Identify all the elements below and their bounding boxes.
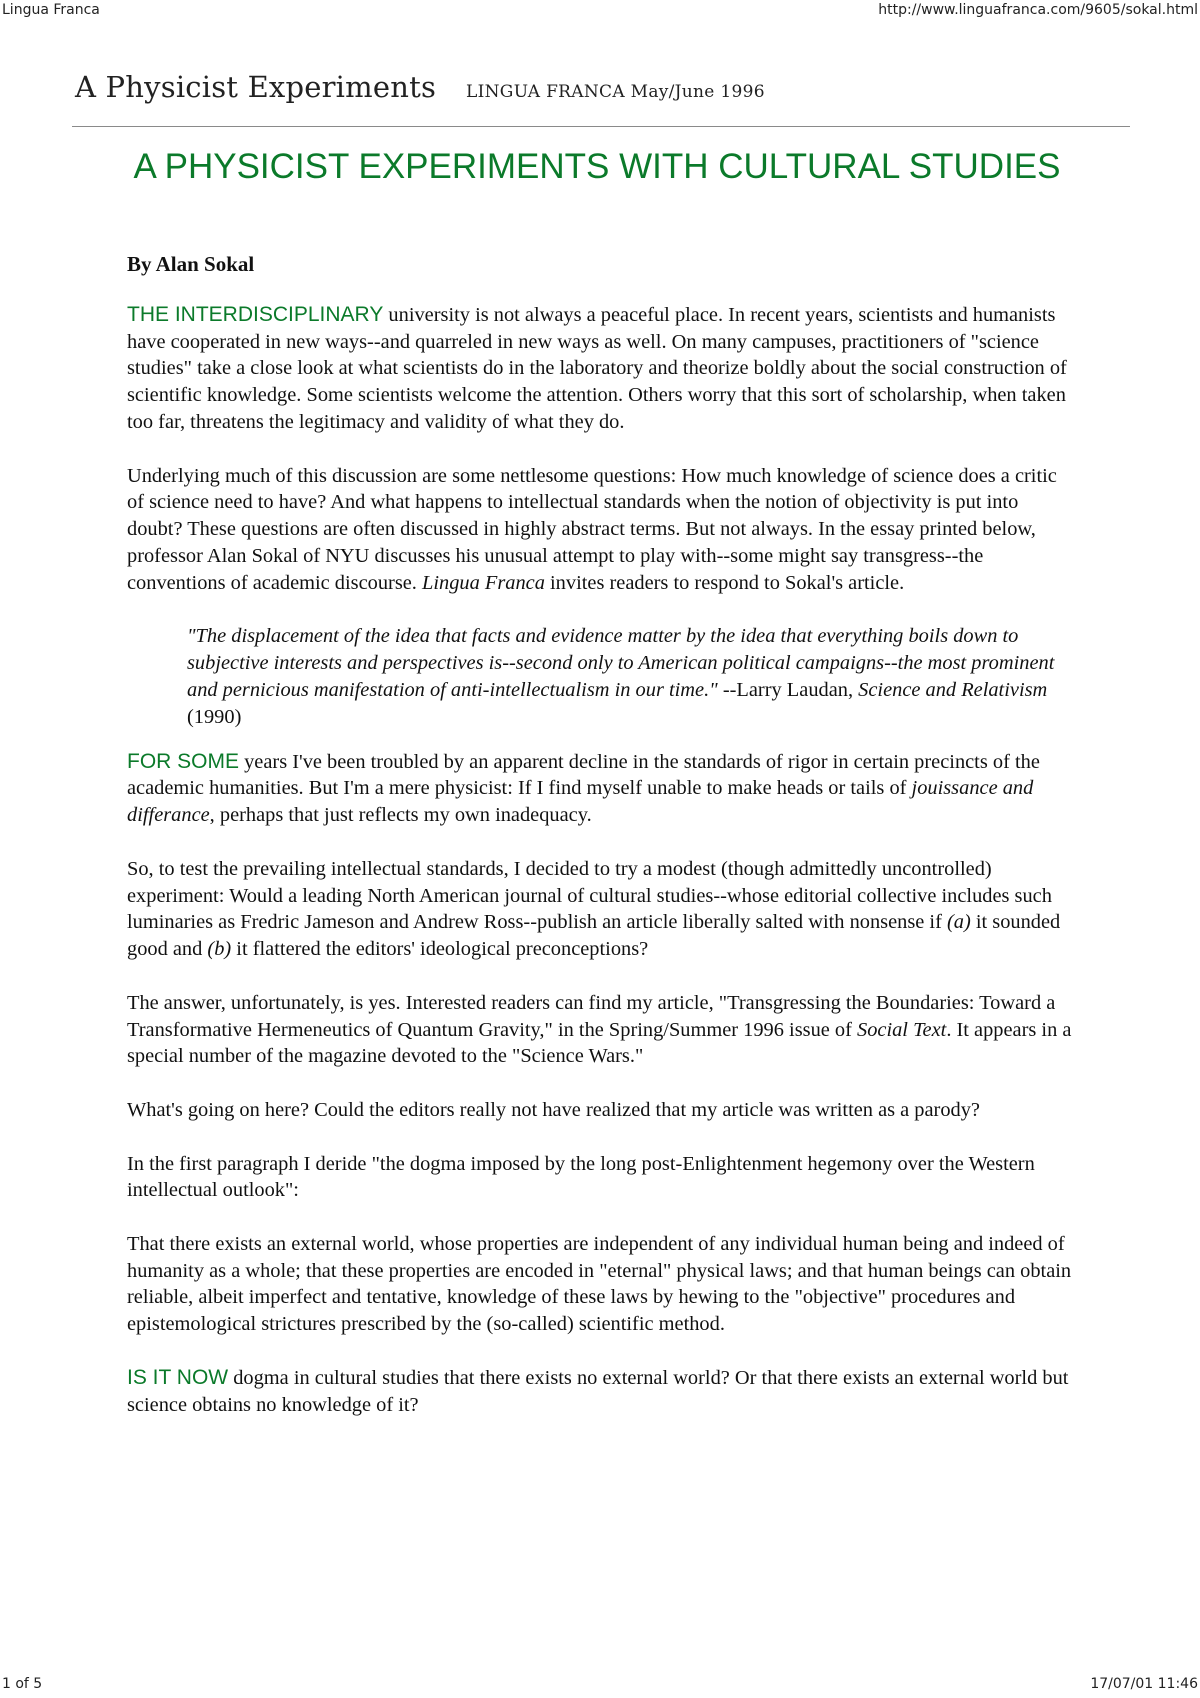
lead-in: IS IT NOW bbox=[127, 1365, 229, 1389]
masthead-issue: LINGUA FRANCA May/June 1996 bbox=[466, 82, 765, 102]
paragraph-text: Underlying much of this discussion are some nettlesome questions: How much knowledge of science does a critic of science need to have? And what happens to intellectual standards when the notion of objectivity is put into doubt? These questions are often discussed in highly abstract terms. But not always. In the essay printed below, professor Alan Sokal of NYU discusses his unusual attempt to play with--some might say transgress--the conventions of academic discourse. bbox=[127, 464, 1057, 594]
body-paragraph: That there exists an external world, whose properties are independent of any individual human being and indeed of humanity as a whole; that these properties are encoded in "eternal" physical laws; and that human beings can obtain reliable, albeit imperfect and tentative, knowledge of these laws by hewing to the "objective" procedures and epistemological strictures prescribed by the (so-called) scientific method. bbox=[127, 1232, 1072, 1336]
header-rule bbox=[72, 126, 1130, 127]
lead-in: FOR SOME bbox=[127, 749, 240, 773]
paragraph-text: it flattered the editors' ideological preconceptions? bbox=[231, 938, 649, 961]
italic-text: jouissance and differance bbox=[127, 777, 1034, 827]
print-url[interactable]: http://www.linguafranca.com/9605/sokal.html bbox=[878, 2, 1198, 18]
masthead-title: A Physicist Experiments bbox=[75, 70, 437, 104]
body-paragraph bbox=[127, 1365, 1077, 1419]
masthead bbox=[75, 70, 765, 104]
paragraph-text: years I've been troubled by an apparent decline in the standards of rigor in certain precincts of the academic humanities. But I'm a mere physicist: If I find myself unable to make heads or tails of bbox=[127, 750, 1040, 800]
italic-text: Lingua Franca bbox=[422, 571, 545, 594]
quote-year: (1990) bbox=[187, 705, 242, 728]
paragraph-text: invites readers to respond to Sokal's article. bbox=[544, 571, 905, 594]
paragraph-text: . It appears in a special number of the magazine devoted to the "Science Wars." bbox=[127, 1018, 1072, 1068]
italic-text: Social Text bbox=[857, 1018, 947, 1041]
italic-text: (b) bbox=[207, 938, 232, 961]
article-body bbox=[127, 251, 1077, 1445]
page-number: 1 of 5 bbox=[2, 1676, 43, 1692]
epigraph-quote bbox=[187, 623, 1067, 730]
quote-attribution: --Larry Laudan, bbox=[717, 678, 859, 701]
italic-text: (a) bbox=[946, 911, 971, 934]
intro-paragraph bbox=[127, 302, 1077, 436]
paragraph-text: dogma in cultural studies that there exists no external world? Or that there exists an external world but science obtains no knowledge of it? bbox=[127, 1366, 1069, 1416]
quote-text: "The displacement of the idea that facts and evidence matter by the idea that everything boils down to subjective interests and perspectives is--second only to American political campaigns--the most prominent and pernicious manifestation of anti-intellectualism in our time." bbox=[187, 625, 1055, 701]
article-headline: A PHYSICIST EXPERIMENTS WITH CULTURAL STUDIES bbox=[133, 147, 1061, 186]
paragraph-text: So, to test the prevailing intellectual standards, I decided to try a modest (though admittedly uncontrolled) experiment: Would a leading North American journal of cultural studies--whose editorial collective includes such luminaries as Fredric Jameson and Andrew Ross--publish an article liberally salted with nonsense if bbox=[127, 857, 1052, 934]
paragraph-text: it sounded good and bbox=[127, 911, 1061, 961]
print-page-title: Lingua Franca bbox=[2, 2, 100, 18]
lead-in: THE INTERDISCIPLINARY bbox=[127, 302, 384, 326]
body-paragraph bbox=[127, 990, 1077, 1070]
context-paragraph bbox=[127, 463, 1077, 597]
paragraph-text: , perhaps that just reflects my own inadequacy. bbox=[209, 804, 592, 827]
print-datetime: 17/07/01 11:46 bbox=[1090, 1676, 1198, 1692]
body-paragraph: In the first paragraph I deride "the dogma imposed by the long post-Enlightenment hegemony over the Western intellectual outlook": bbox=[127, 1152, 1035, 1202]
paragraph-text: university is not always a peaceful place. In recent years, scientists and humanists have cooperated in new ways--and quarreled in new ways as well. On many campuses, practitioners of "science studies" take a close look at what scientists do in the laboratory and theorize boldly about the social construction of scientific knowledge. Some scientists welcome the attention. Others worry that this sort of scholarship, when taken too far, threatens the legitimacy and validity of what they do. bbox=[127, 303, 1067, 433]
body-paragraph: What's going on here? Could the editors really not have realized that my article was written as a parody? bbox=[127, 1098, 980, 1121]
byline: By Alan Sokal bbox=[127, 252, 255, 276]
paragraph-text: The answer, unfortunately, is yes. Interested readers can find my article, "Transgressing the Boundaries: Toward a Transformative Hermeneutics of Quantum Gravity," in the Spring/Summer 1996 issue of bbox=[127, 991, 1056, 1041]
quote-book: Science and Relativism bbox=[858, 678, 1048, 701]
body-paragraph bbox=[127, 856, 1077, 963]
body-paragraph bbox=[127, 749, 1077, 829]
